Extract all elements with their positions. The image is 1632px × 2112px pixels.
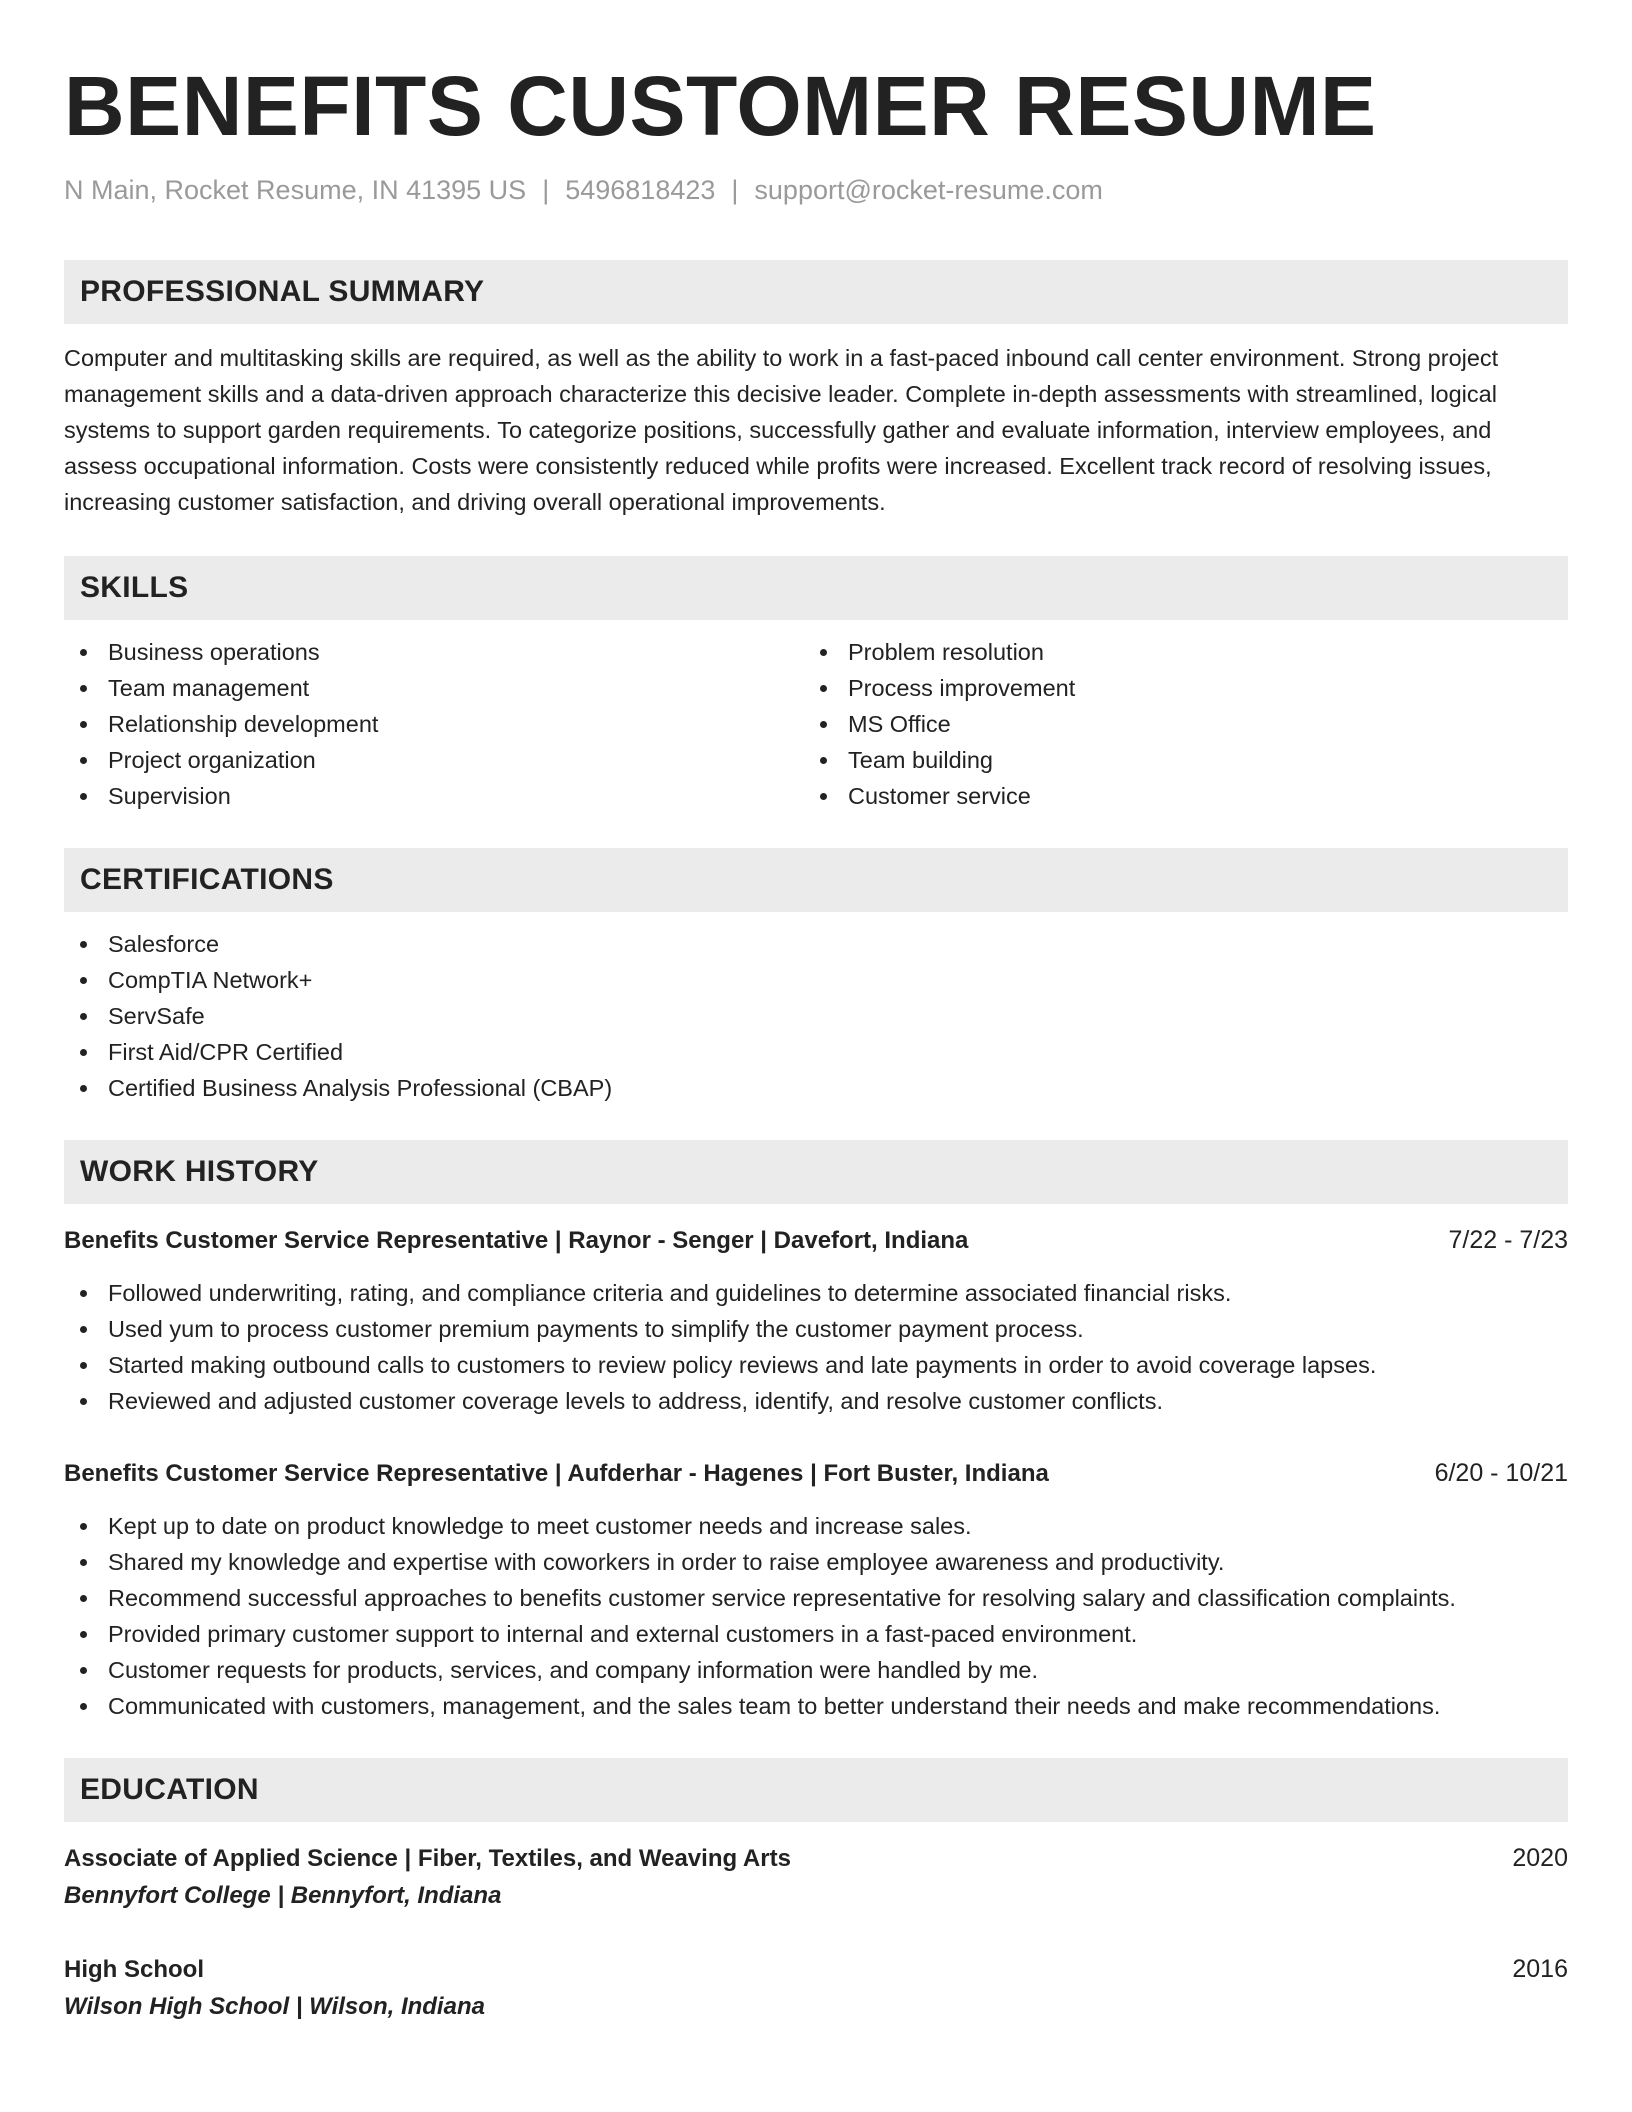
skill-item: Relationship development — [64, 706, 804, 742]
job-dates: 6/20 - 10/21 — [1434, 1459, 1568, 1487]
job-bullets — [64, 1275, 1568, 1419]
skill-item: Customer service — [804, 778, 1544, 814]
summary-text: Computer and multitasking skills are required, as well as the ability to work in a fast-paced inbound call center environment. Strong project management skills and a data-driven approach characterize this decisive leader. Complete in-depth assessments with streamlined, logical systems to support garden requirements. To categorize positions, successfully gather and evaluate information, interview employees, and assess occupational information. Costs were consistently reduced while profits were increased. Excellent track record of resolving issues, increasing customer satisfaction, and driving overall operational improvements. — [64, 345, 1499, 515]
certification-item: Salesforce — [64, 926, 1568, 962]
work-history-header: WORK HISTORY — [64, 1140, 1568, 1204]
skill-item: Team management — [64, 670, 804, 706]
job-title: Benefits Customer Service Representative | Raynor - Senger | Davefort, Indiana — [64, 1227, 969, 1254]
job-bullet: Provided primary customer support to internal and external customers in a fast-paced environment. — [64, 1616, 1568, 1652]
skill-item: Team building — [804, 742, 1544, 778]
contact-separator: | — [542, 175, 550, 205]
skills-grid — [64, 634, 1568, 814]
skills-list-left — [64, 634, 804, 814]
skill-item: Business operations — [64, 634, 804, 670]
job-title: Benefits Customer Service Representative | Aufderhar - Hagenes | Fort Buster, Indiana — [64, 1460, 1049, 1487]
skill-item: MS Office — [804, 706, 1544, 742]
contact-email: support@rocket-resume.com — [754, 175, 1103, 205]
job-bullet: Reviewed and adjusted customer coverage levels to address, identify, and resolve customer conflicts. — [64, 1383, 1568, 1419]
work-history-section — [64, 1140, 1568, 1724]
skill-item: Process improvement — [804, 670, 1544, 706]
education-heading — [64, 1951, 1568, 1988]
certification-item: CompTIA Network+ — [64, 962, 1568, 998]
job-bullets — [64, 1508, 1568, 1724]
education-entry — [64, 1951, 1568, 2026]
contact-line — [64, 172, 1568, 208]
education-year: 2020 — [1512, 1844, 1568, 1872]
certification-item: ServSafe — [64, 998, 1568, 1034]
certifications-header: CERTIFICATIONS — [64, 848, 1568, 912]
education-school: Bennyfort College | Bennyfort, Indiana — [64, 1882, 502, 1909]
contact-phone: 5496818423 — [565, 175, 716, 205]
resume-title: BENEFITS CUSTOMER RESUME — [64, 59, 1377, 153]
skill-item: Project organization — [64, 742, 804, 778]
skills-list-right — [804, 634, 1544, 814]
education-year: 2016 — [1512, 1955, 1568, 1983]
job-bullet: Shared my knowledge and expertise with coworkers in order to raise employee awareness and productivity. — [64, 1544, 1568, 1580]
job-entry — [64, 1455, 1568, 1724]
skills-header: SKILLS — [64, 556, 1568, 620]
education-header: EDUCATION — [64, 1758, 1568, 1822]
skill-item: Problem resolution — [804, 634, 1544, 670]
skills-section — [64, 556, 1568, 814]
job-dates: 7/22 - 7/23 — [1448, 1226, 1568, 1254]
job-bullet: Customer requests for products, services, and company information were handled by me. — [64, 1652, 1568, 1688]
summary-section — [64, 260, 1568, 520]
job-bullet: Recommend successful approaches to benefits customer service representative for resolving salary and classification complaints. — [64, 1580, 1568, 1616]
education-section — [64, 1758, 1568, 2026]
certification-item: First Aid/CPR Certified — [64, 1034, 1568, 1070]
job-bullet: Followed underwriting, rating, and compliance criteria and guidelines to determine associated financial risks. — [64, 1275, 1568, 1311]
job-heading — [64, 1222, 1568, 1259]
job-bullet: Started making outbound calls to customers to review policy reviews and late payments in order to avoid coverage lapses. — [64, 1347, 1568, 1383]
education-heading — [64, 1840, 1568, 1877]
job-bullet: Used yum to process customer premium payments to simplify the customer payment process. — [64, 1311, 1568, 1347]
education-degree: Associate of Applied Science | Fiber, Textiles, and Weaving Arts — [64, 1845, 791, 1872]
job-bullet: Communicated with customers, management, and the sales team to better understand their needs and make recommendations. — [64, 1688, 1568, 1724]
skill-item: Supervision — [64, 778, 804, 814]
summary-header: PROFESSIONAL SUMMARY — [64, 260, 1568, 324]
education-degree: High School — [64, 1956, 204, 1983]
job-bullet: Kept up to date on product knowledge to meet customer needs and increase sales. — [64, 1508, 1568, 1544]
certification-item: Certified Business Analysis Professional (CBAP) — [64, 1070, 1568, 1106]
certifications-list — [64, 926, 1568, 1106]
job-heading — [64, 1455, 1568, 1492]
education-school: Wilson High School | Wilson, Indiana — [64, 1993, 485, 2020]
job-entry — [64, 1222, 1568, 1419]
education-entry — [64, 1840, 1568, 1915]
contact-address: N Main, Rocket Resume, IN 41395 US — [64, 175, 527, 205]
certifications-section — [64, 848, 1568, 1106]
contact-separator: | — [731, 175, 739, 205]
